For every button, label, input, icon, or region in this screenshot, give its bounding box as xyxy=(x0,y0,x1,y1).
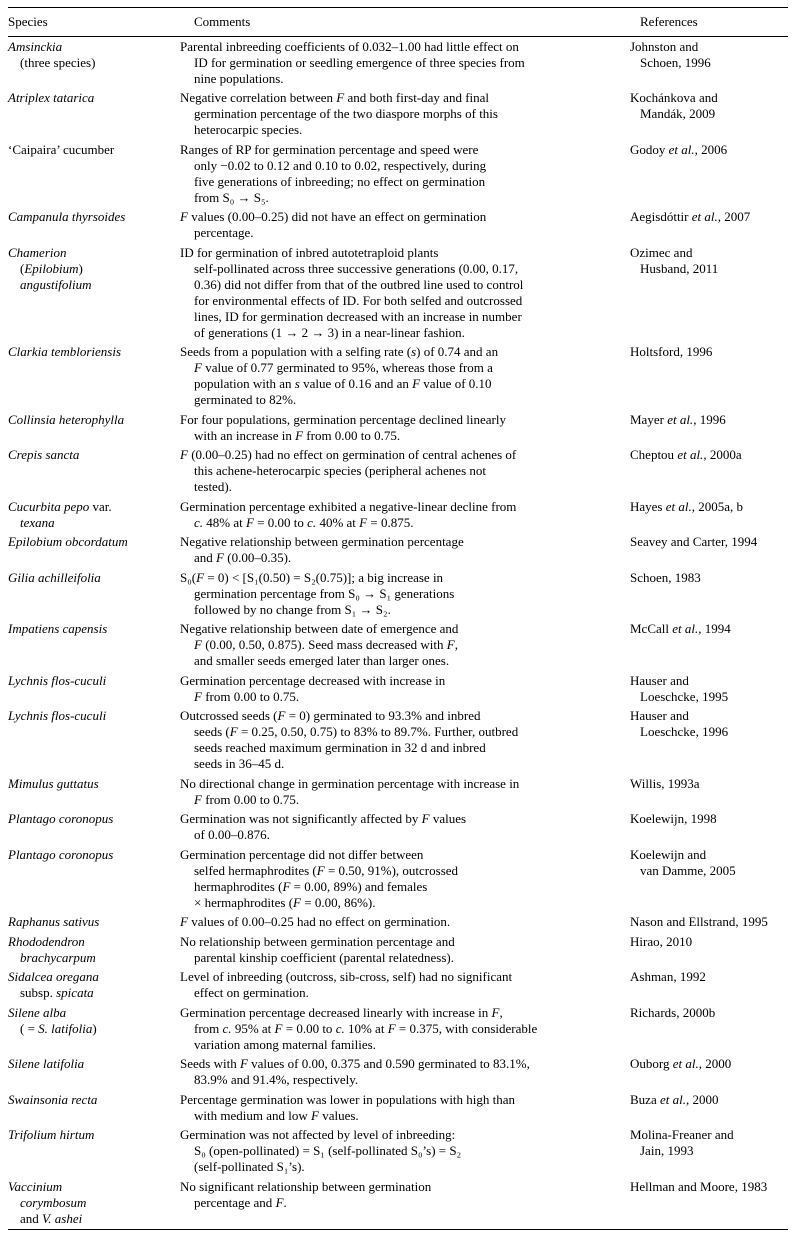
references-cell: Johnston and Schoen, 1996 xyxy=(630,38,711,70)
species-cell: Cucurbita pepo var. texana xyxy=(8,498,112,530)
comments-cell: F values of 0.00–0.25 had no effect on germination. xyxy=(180,914,451,929)
table-row xyxy=(8,1003,788,1055)
species-comments-references-table xyxy=(8,7,788,1230)
comments-cell: Negative relationship between date of emergence and F (0.00, 0.50, 0.875). Seed mass decreased with F, and smaller seeds emerged later than larger ones. xyxy=(180,621,459,668)
species-cell: Rhododendron brachycarpum xyxy=(8,933,96,965)
table-row xyxy=(8,1177,788,1229)
references-cell: Schoen, 1983 xyxy=(630,569,701,585)
references-cell: Koelewijn, 1998 xyxy=(630,811,717,826)
comments-cell: Germination percentage did not differ between selfed hermaphrodites (F = 0.50, 91%), outcrossed hermaphrodites (F = 0.00, 89%) and females × hermaphrodites (F = 0.00, 86%). xyxy=(180,846,459,910)
species-cell: Crepis sancta xyxy=(8,447,80,462)
references-cell: Ouborg et al., 2000 xyxy=(630,1056,732,1071)
species-cell: Atriplex tatarica xyxy=(8,90,95,105)
comments-cell: ID for germination of inbred autotetraploid plants self-pollinated across three successive generations (0.00, 0.17, 0.36) did not differ from that of the outbred line used to control for environmental effects of ID. For both selfed and outcrossed lines, ID for germination decreased with an increase in number of generations (1 → 2 → 3) in a near-linear fashion. xyxy=(180,244,524,340)
references-cell: McCall et al., 1994 xyxy=(630,621,731,636)
species-cell: Lychnis flos-cuculi xyxy=(8,672,107,688)
column-header-comments: Comments xyxy=(180,8,630,37)
species-cell: Mimulus guttatus xyxy=(8,775,99,791)
table-row xyxy=(8,446,788,498)
comments-cell: Germination was not affected by level of inbreeding: S₀ (open-pollinated) = S₁ (self-pollinated S₀’s) = S₂ (self-pollinated S₁’s). xyxy=(180,1127,462,1174)
table-row xyxy=(8,913,788,933)
comments-cell: For four populations, germination percentage declined linearly with an increase in F from 0.00 to 0.75. xyxy=(180,411,506,443)
species-cell: Collinsia heterophylla xyxy=(8,411,125,427)
table-row xyxy=(8,140,788,208)
references-cell: Seavey and Carter, 1994 xyxy=(630,534,758,549)
comments-cell: Germination was not significantly affected by F values of 0.00–0.876. xyxy=(180,811,467,842)
header-row xyxy=(8,8,788,37)
table-row xyxy=(8,1055,788,1091)
comments-cell: No significant relationship between germination percentage and F. xyxy=(180,1178,432,1210)
table-row xyxy=(8,620,788,672)
table-row xyxy=(8,932,788,968)
comments-cell: S₀(F = 0) < [S₁(0.50) = S₂(0.75)]; a big increase in germination percentage from S₀ → S₁ generations followed by no change from S₁ → S₂. xyxy=(180,569,455,617)
table-row xyxy=(8,568,788,620)
comments-cell: Germination percentage decreased linearly with increase in F, from c. 95% at F = 0.00 to c. 10% at F = 0.375, with considerable variation among maternal families. xyxy=(180,1004,538,1052)
table-row xyxy=(8,410,788,446)
species-cell: Impatiens capensis xyxy=(8,621,108,636)
comments-cell: Germination percentage exhibited a negative-linear decline from c. 48% at F = 0.00 to c. 40% at F = 0.875. xyxy=(180,498,517,530)
comments-cell: Outcrossed seeds (F = 0) germinated to 93.3% and inbred seeds (F = 0.25, 0.50, 0.75) to 83% to 89.7%. Further, outbred seeds reached maximum germination in 32 d and inbred seeds in 36–45 d. xyxy=(180,708,519,771)
comments-cell: Parental inbreeding coefficients of 0.032–1.00 had little effect on ID for germination or seedling emergence of three species from nine populations. xyxy=(180,38,525,86)
references-cell: Mayer et al., 1996 xyxy=(630,411,726,427)
references-cell: Hirao, 2010 xyxy=(630,933,693,949)
comments-cell: Level of inbreeding (outcross, sib-cross, self) had no significant effect on germination. xyxy=(180,969,513,1000)
references-cell: Hauser and Loeschcke, 1995 xyxy=(630,672,729,704)
references-cell: Aegisdóttir et al., 2007 xyxy=(630,209,751,224)
references-cell: Nason and Ellstrand, 1995 xyxy=(630,914,768,929)
species-cell: Trifolium hirtum xyxy=(8,1127,95,1142)
references-cell: Hayes et al., 2005a, b xyxy=(630,498,744,514)
comments-cell: No relationship between germination percentage and parental kinship coefficient (parental relatedness). xyxy=(180,933,455,965)
table-row xyxy=(8,707,788,775)
comments-cell: F (0.00–0.25) had no effect on germination of central achenes of this achene-heterocarpic species (peripheral achenes not tested). xyxy=(180,447,517,494)
species-cell: Plantago coronopus xyxy=(8,811,114,826)
species-cell: Silene latifolia xyxy=(8,1056,85,1071)
comments-cell: Seeds with F values of 0.00, 0.375 and 0.590 germinated to 83.1%, 83.9% and 91.4%, respectively. xyxy=(180,1056,530,1087)
table-row xyxy=(8,1126,788,1178)
table-row xyxy=(8,343,788,411)
table-row xyxy=(8,845,788,913)
comments-cell: Negative correlation between F and both first-day and final germination percentage of the two diaspore morphs of this heterocarpic species. xyxy=(180,90,498,137)
species-cell: Swainsonia recta xyxy=(8,1091,98,1107)
references-cell: Hauser and Loeschcke, 1996 xyxy=(630,708,729,739)
species-cell: Raphanus sativus xyxy=(8,914,100,929)
comments-cell: No directional change in germination percentage with increase in F from 0.00 to 0.75. xyxy=(180,775,520,807)
table-row xyxy=(8,497,788,533)
table-row xyxy=(8,1090,788,1126)
species-cell: Clarkia tembloriensis xyxy=(8,344,122,359)
table-row xyxy=(8,243,788,343)
comments-cell: F values (0.00–0.25) did not have an effect on germination percentage. xyxy=(180,209,487,240)
references-cell: Buza et al., 2000 xyxy=(630,1091,719,1107)
table-row xyxy=(8,533,788,569)
references-cell: Willis, 1993a xyxy=(630,775,700,791)
species-cell: Plantago coronopus xyxy=(8,846,114,862)
table-row xyxy=(8,37,788,89)
table-row xyxy=(8,208,788,244)
species-cell: Epilobium obcordatum xyxy=(8,534,128,549)
column-header-species: Species xyxy=(8,8,180,37)
species-cell: ‘Caipaira’ cucumber xyxy=(8,141,115,157)
references-cell: Koelewijn and van Damme, 2005 xyxy=(630,846,736,878)
species-cell: Silene alba ( = S. latifolia) xyxy=(8,1004,97,1036)
species-cell: Gilia achilleifolia xyxy=(8,569,101,585)
references-cell: Kochánkova and Mandák, 2009 xyxy=(630,90,718,121)
references-cell: Richards, 2000b xyxy=(630,1004,716,1020)
comments-cell: Germination percentage decreased with increase in F from 0.00 to 0.75. xyxy=(180,672,446,704)
table-body xyxy=(8,37,788,1230)
species-cell: Sidalcea oregana subsp. spicata xyxy=(8,969,99,1000)
comments-cell: Ranges of RP for germination percentage and speed were only −0.02 to 0.12 and 0.10 to 0.02, respectively, during five generations of inbreeding; no effect on germination from S₀ → S₅. xyxy=(180,141,487,205)
table-row xyxy=(8,810,788,846)
comments-cell: Percentage germination was lower in populations with high than with medium and low F values. xyxy=(180,1091,516,1123)
species-cell: Chamerion (Epilobium) angustifolium xyxy=(8,244,92,292)
references-cell: Molina-Freaner and Jain, 1993 xyxy=(630,1127,734,1158)
species-cell: Lychnis flos-cuculi xyxy=(8,708,107,723)
species-cell: Vaccinium corymbosum and V. ashei xyxy=(8,1178,87,1226)
references-cell: Cheptou et al., 2000a xyxy=(630,447,742,462)
references-cell: Godoy et al., 2006 xyxy=(630,141,728,157)
table-row xyxy=(8,774,788,810)
species-cell: Amsinckia (three species) xyxy=(8,38,96,70)
references-cell: Ozimec and Husband, 2011 xyxy=(630,244,719,276)
table-header xyxy=(8,8,788,37)
comments-cell: Seeds from a population with a selfing rate (s) of 0.74 and an F value of 0.77 germinated to 95%, whereas those from a population with an s value of 0.16 and an F value of 0.10 germinated to 82%. xyxy=(180,344,499,407)
table-row xyxy=(8,89,788,141)
table-row xyxy=(8,968,788,1004)
references-cell: Ashman, 1992 xyxy=(630,969,706,984)
species-cell: Campanula thyrsoides xyxy=(8,209,126,224)
table-row xyxy=(8,671,788,707)
column-header-references: References xyxy=(630,8,788,37)
references-cell: Holtsford, 1996 xyxy=(630,344,713,359)
references-cell: Hellman and Moore, 1983 xyxy=(630,1178,768,1194)
comments-cell: Negative relationship between germination percentage and F (0.00–0.35). xyxy=(180,534,464,565)
